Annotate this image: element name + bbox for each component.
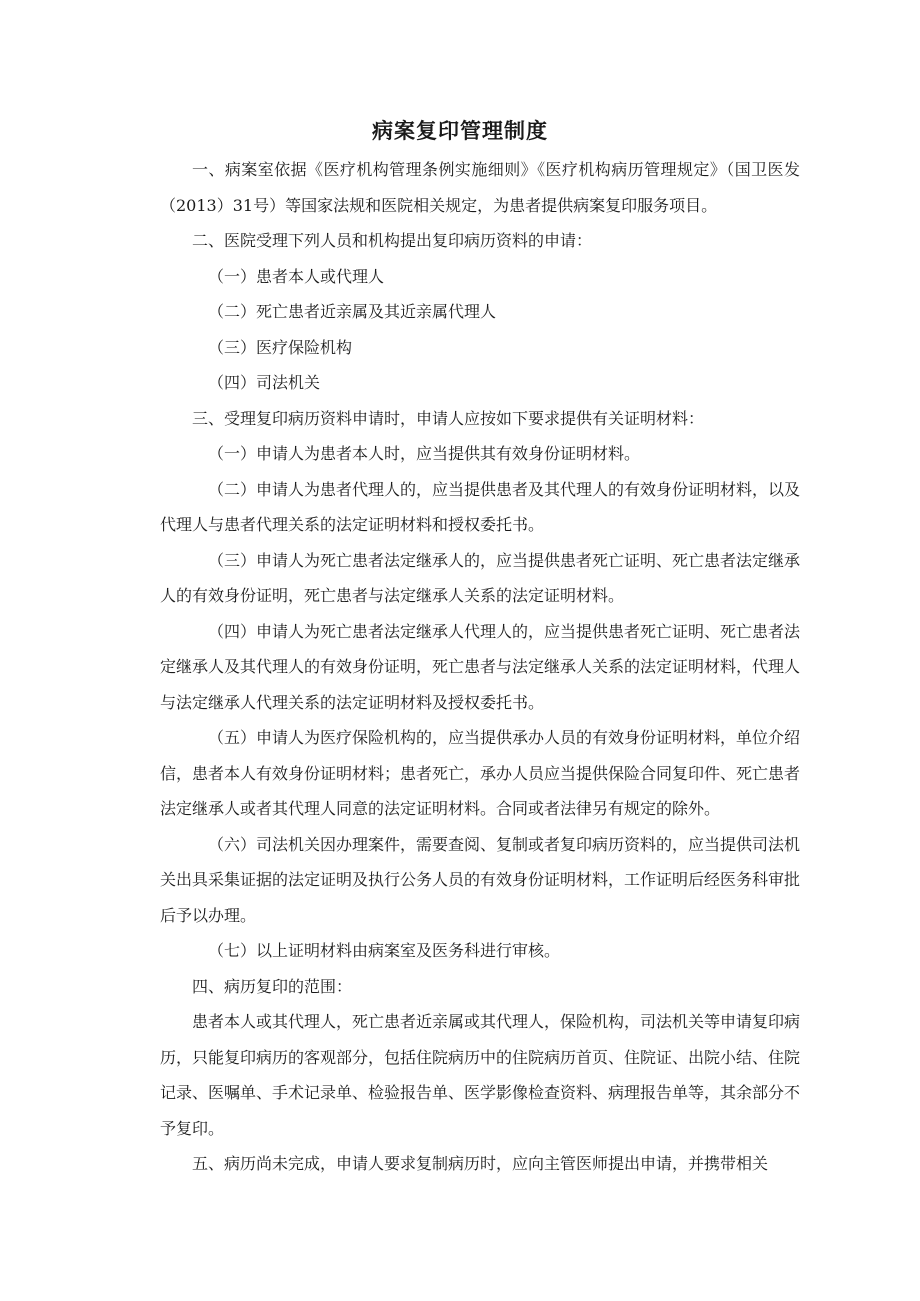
list-item: （二）申请人为患者代理人的，应当提供患者及其代理人的有效身份证明材料，以及代理人与患者代理关系的法定证明材料和授权委托书。 (160, 479, 801, 534)
list-item: （六）司法机关因办理案件，需要查阅、复制或者复印病历资料的，应当提供司法机关出具采集证据的法定证明及执行公务人员的有效身份证明材料，工作证明后经医务科审批后予以办理。 (160, 834, 801, 925)
list-item: （一）患者本人或代理人 (208, 266, 385, 286)
list-item: （一）申请人为患者本人时，应当提供其有效身份证明材料。 (208, 444, 641, 463)
list-item: （三）申请人为死亡患者法定继承人的，应当提供患者死亡证明、死亡患者法定继承人的有效身份证明，死亡患者与法定继承人关系的法定证明材料。 (160, 550, 801, 605)
document-body (160, 152, 800, 1182)
document-title: 病案复印管理制度 (372, 119, 548, 143)
list-item: （五）申请人为医疗保险机构的，应当提供承办人员的有效身份证明材料，单位介绍信，患者本人有效身份证明材料；患者死亡，承办人员应当提供保险合同复印件、死亡患者法定继承人或者其代理人同意的法定证明材料。合同或者法律另有规定的除外。 (160, 728, 801, 818)
paragraph-section-1: 一、病案室依据《医疗机构管理条例实施细则》《医疗机构病历管理规定》（国卫医发（2013）31号）等国家法规和医院相关规定，为患者提供病案复印服务项目。 (160, 160, 800, 215)
paragraph-section-2: 二、医院受理下列人员和机构提出复印病历资料的申请： (192, 231, 593, 250)
list-item: （二）死亡患者近亲属及其近亲属代理人 (208, 302, 497, 321)
paragraph-section-4: 四、病历复印的范围： (192, 976, 353, 996)
paragraph-scope-body: 患者本人或其代理人，死亡患者近亲属或其代理人，保险机构，司法机关等申请复印病历，只能复印病历的客观部分，包括住院病历中的住院病历首页、住院证、出院小结、住院记录、医嘱单、手术记录单、检验报告单、医学影像检查资料、病理报告单等，其余部分不予复印。 (160, 1012, 801, 1138)
paragraph-section-5: 五、病历尚未完成，申请人要求复制病历时，应向主管医师提出申请，并携带相关 (192, 1154, 769, 1173)
list-item: （三）医疗保险机构 (208, 337, 353, 357)
list-item: （七）以上证明材料由病案室及医务科进行审核。 (208, 941, 561, 960)
list-item: （四）申请人为死亡患者法定继承人代理人的，应当提供患者死亡证明、死亡患者法定继承人及其代理人的有效身份证明，死亡患者与法定继承人关系的法定证明材料，代理人与法定继承人代理关系的法定证明材料及授权委托书。 (160, 621, 801, 712)
paragraph-section-3: 三、受理复印病历资料申请时，申请人应按如下要求提供有关证明材料： (192, 408, 705, 428)
list-item: （四）司法机关 (208, 373, 321, 392)
